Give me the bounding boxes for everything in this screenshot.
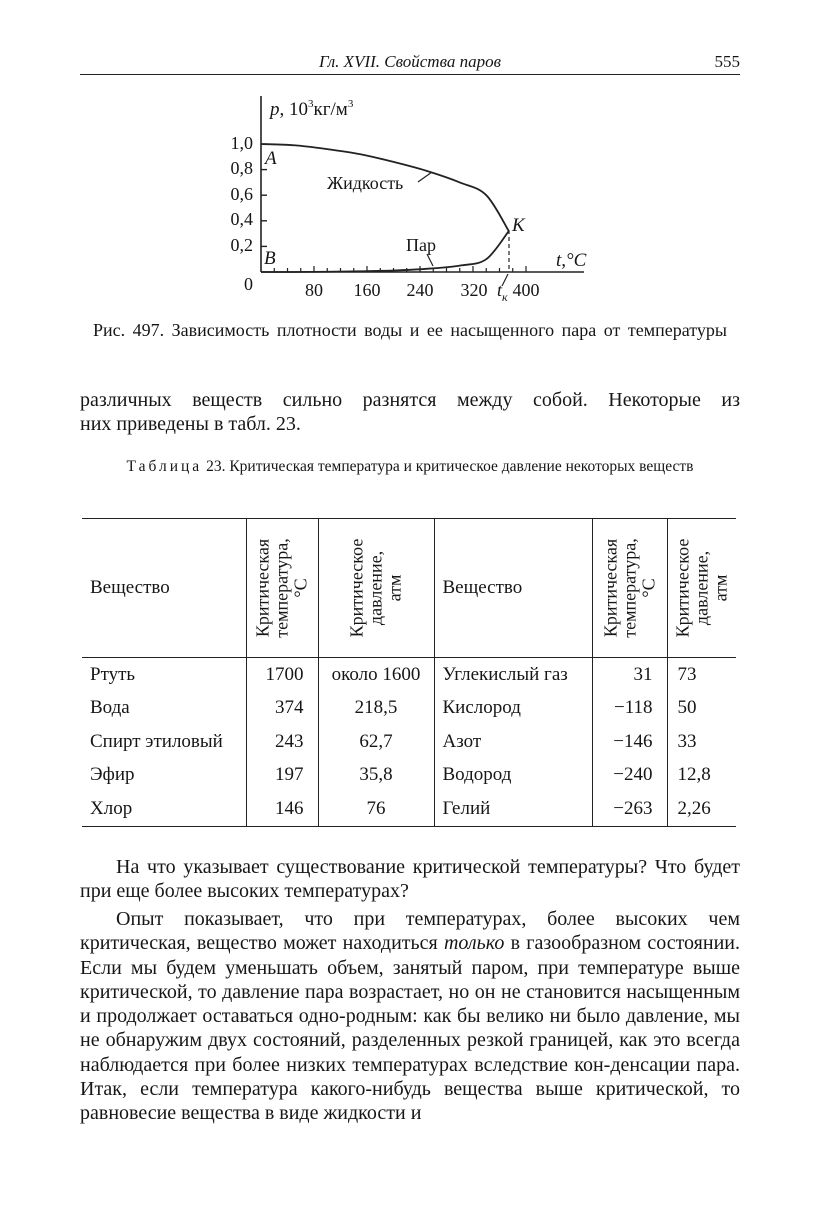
cell-temperature: 31 (592, 658, 667, 692)
header-critical-temperature (592, 519, 667, 658)
vapor-density-curve (261, 231, 509, 272)
liquid-label: Жидкость (327, 173, 404, 193)
cell-pressure: 76 (318, 792, 434, 826)
y-tick-label: 1,0 (230, 133, 253, 153)
table-row (82, 725, 736, 759)
cell-pressure: 50 (677, 697, 697, 719)
header-line: температура, (619, 538, 639, 638)
header-line: °C (290, 578, 311, 598)
header-line: атм (710, 574, 731, 602)
header-line: °C (638, 578, 658, 598)
header-line: Критическая (252, 538, 273, 638)
header-substance: Вещество (82, 519, 246, 658)
x-tick-label: 240 (406, 280, 434, 300)
running-title: Гл. XVII. Свойства паров (319, 52, 501, 71)
header-line: давление, (691, 550, 712, 626)
page-number: 555 (714, 52, 740, 71)
x-tick-label: 160 (353, 280, 381, 300)
vapor-label: Пар (406, 235, 436, 255)
emphasis-text: только (443, 932, 505, 955)
x-tick-label: 80 (305, 280, 323, 300)
critical-temperature-label: $t_к$ (497, 280, 508, 304)
table-title-text: 23. Критическая температура и критическое давление некоторых веществ (202, 458, 694, 475)
header-line: давление, (365, 550, 386, 626)
paragraph-line: них приведены в табл. 23. (80, 413, 301, 436)
liquid-leader-line (418, 172, 432, 182)
header-substance: Вещество (434, 519, 592, 658)
cell-substance: Водород (434, 759, 592, 793)
cell-substance: Кислород (434, 692, 592, 726)
cell-temperature: 243 (246, 725, 318, 759)
y-tick-label: 0,4 (230, 209, 253, 229)
density-temperature-chart (0, 80, 827, 310)
x-axis-label: t,°C (556, 250, 587, 271)
cell-temperature: 1700 (246, 658, 318, 692)
paragraph-experiment (80, 907, 740, 1126)
cell-substance: Хлор (82, 792, 246, 826)
paragraph-text: Опыт показывает, что при температурах, более высоких чем критическая, вещество может находиться (80, 908, 740, 955)
header-critical-pressure (667, 519, 736, 658)
vapor-leader-line (427, 254, 433, 266)
paragraph-line: различных веществ сильно разнятся между собой. Некоторые из (80, 389, 740, 411)
table-row (82, 792, 736, 826)
table-title (80, 457, 740, 476)
page-header (80, 52, 740, 75)
y-tick-label: 0 (244, 274, 253, 294)
header-critical-temperature (246, 519, 318, 658)
cell-temperature: −146 (592, 725, 667, 759)
x-tick-label: 320 (460, 280, 488, 300)
cell-substance: Гелий (434, 792, 592, 826)
y-tick-label: 0,2 (230, 235, 253, 255)
cell-substance: Эфир (82, 759, 246, 793)
cell-temperature: −240 (592, 759, 667, 793)
cell-pressure: 35,8 (318, 759, 434, 793)
cell-pressure: 218,5 (318, 692, 434, 726)
y-axis-label: p, $10^3кг/м^3$ (270, 98, 354, 120)
paragraph-intro (80, 388, 740, 437)
x-tick-label: 400 (512, 280, 540, 300)
cell-temperature: −118 (592, 692, 667, 726)
cell-pressure: около 1600 (318, 658, 434, 692)
cell-substance: Углекислый газ (434, 658, 592, 692)
header-line: Критическое (346, 538, 367, 638)
figure-caption: Рис. 497. Зависимость плотности воды и ее насыщенного пара от температуры (93, 320, 727, 340)
cell-substance: Азот (434, 725, 592, 759)
cell-pressure: 12,8 (677, 764, 711, 786)
tk-leader-line (502, 274, 508, 286)
cell-temperature: 197 (246, 759, 318, 793)
cell-temperature: 374 (246, 692, 318, 726)
table-row (82, 658, 736, 692)
cell-substance: Ртуть (82, 658, 246, 692)
point-b-label: B (264, 248, 276, 269)
critical-parameters-table (82, 518, 736, 827)
cell-pressure: 2,26 (667, 792, 736, 826)
header-line: Критическая (600, 538, 620, 638)
table-title-label: Таблица (126, 458, 203, 475)
point-k-label: K (512, 215, 525, 236)
header-line: температура, (271, 538, 292, 638)
cell-pressure: 73 (677, 663, 697, 685)
table-row (82, 692, 736, 726)
point-a-label: A (265, 148, 277, 169)
cell-temperature: −263 (592, 792, 667, 826)
header-line: атм (384, 574, 405, 602)
header-line: Критическое (672, 538, 693, 638)
cell-temperature: 146 (246, 792, 318, 826)
table-header-row (82, 519, 736, 658)
paragraph-question: На что указывает существование критической температуры? Что будет при еще более высоких температурах? (80, 856, 740, 903)
y-tick-label: 0,6 (230, 184, 253, 204)
table-row (82, 759, 736, 793)
cell-substance: Вода (82, 692, 246, 726)
cell-pressure: 33 (677, 730, 697, 752)
paragraph-text: в газообразном состоянии. Если мы будем уменьшать объем, занятый паром, при температуре выше критической, то давление пара возрастает, но он не становится насыщенным и продолжает оставаться одно-родным: как бы велико ни было давление, мы не обнаружим двух состояний, разделенных резкой границей, как это всегда наблюдается при более низких температурах вследствие кон-денсации пара. Итак, если температура какого-нибудь вещества выше критической, то равновесие вещества в виде жидкости и (80, 932, 740, 1125)
header-critical-pressure (318, 519, 434, 658)
y-tick-label: 0,8 (230, 158, 253, 178)
cell-substance: Спирт этиловый (82, 725, 246, 759)
cell-pressure: 62,7 (318, 725, 434, 759)
